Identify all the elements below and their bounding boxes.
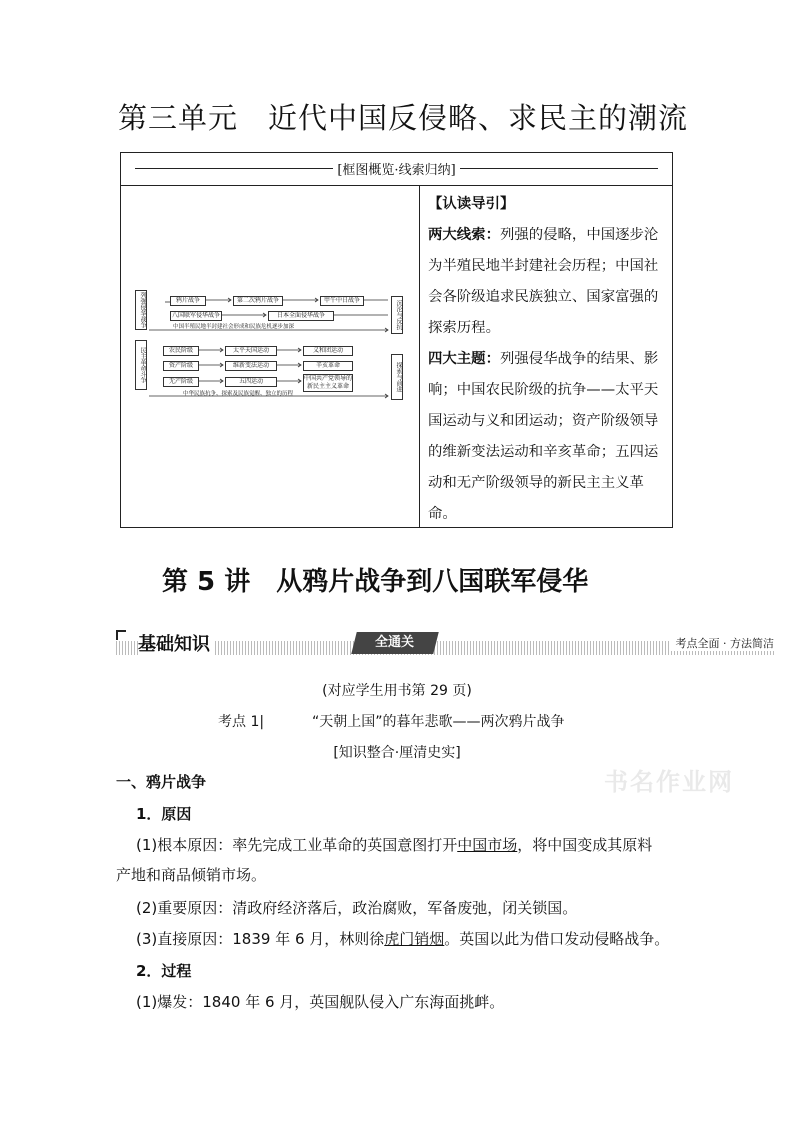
box-may-fourth: 五四运动 bbox=[225, 377, 277, 387]
section-label: 基础知识 bbox=[138, 630, 214, 656]
knowledge-head: [知识整合·厘清史实] bbox=[333, 745, 461, 761]
root-cause-underlined: 中国市场 bbox=[457, 836, 518, 854]
section-tag-text: 全通关 bbox=[375, 635, 415, 650]
frame-header bbox=[121, 153, 672, 186]
heading-process: 2．过程 bbox=[136, 962, 192, 980]
kaodian-label: 考点 1| bbox=[218, 714, 265, 730]
guide-two-lines bbox=[428, 220, 668, 344]
box-eight-nation-alliance: 八国联军侵华战争 bbox=[171, 312, 220, 319]
label-democratic-revolution: 民主革命斗争 bbox=[135, 340, 147, 390]
ref-line: (对应学生用书第 29 页) bbox=[322, 683, 472, 699]
reading-guide bbox=[428, 189, 668, 530]
two-lines-text: 列强的侵略，中国逐步沦为半殖民地半封建社会历程；中国社会各阶级追求民族独立、国家富强的探索历程。 bbox=[428, 227, 659, 336]
label-decline-resistance: 沉沦与反抗 bbox=[391, 296, 403, 334]
box-new-democratic: 中国共产党领导的新民主主义革命 bbox=[304, 375, 353, 390]
section-band bbox=[116, 629, 774, 657]
direct-cause-text-end: 。英国以此为借口发动侵略战争。 bbox=[444, 930, 670, 948]
para-root-cause-cont: 产地和商品倾销市场。 bbox=[116, 866, 267, 884]
section-tag bbox=[351, 632, 438, 654]
direct-cause-underlined: 虎门销烟 bbox=[384, 930, 445, 948]
para-root-cause bbox=[136, 834, 706, 856]
para-direct-cause bbox=[136, 928, 706, 950]
lecture-title: 第 5 讲 从鸦片战争到八国联军侵华 bbox=[162, 567, 589, 597]
corner-mark-icon bbox=[116, 630, 126, 640]
para-important-cause: (2)重要原因：清政府经济落后，政治腐败，军备废弛，闭关锁国。 bbox=[136, 899, 578, 917]
guide-heading: 【认读导引】 bbox=[428, 196, 515, 212]
heading-opium-war: 一、鸦片战争 bbox=[116, 773, 207, 791]
para-outbreak: (1)爆发：1840 年 6 月，英国舰队侵入广东海面挑衅。 bbox=[136, 993, 505, 1011]
box-peasant-class: 农民阶级 bbox=[163, 346, 199, 356]
heading-causes: 1．原因 bbox=[136, 805, 192, 823]
box-second-opium-war: 第二次鸦片战争 bbox=[233, 296, 283, 306]
label-invasion-wars: 列强侵华战争 bbox=[135, 290, 147, 330]
box-xinhai: 辛亥革命 bbox=[303, 361, 353, 371]
kaodian-title: “天朝上国”的暮年悲歌——两次鸦片战争 bbox=[312, 714, 565, 730]
unit-title: 第三单元 近代中国反侵略、求民主的潮流 bbox=[118, 101, 689, 135]
root-cause-text: (1)根本原因：率先完成工业革命的英国意图打开 bbox=[136, 836, 458, 854]
frame-header-text: [框图概览·线索归纳] bbox=[333, 163, 459, 178]
four-themes-label: 四大主题： bbox=[428, 351, 500, 367]
box-proletarian-class: 无产阶级 bbox=[163, 377, 199, 387]
box-taiping: 太平天国运动 bbox=[225, 346, 277, 356]
box-sino-japanese-war: 甲午中日战争 bbox=[320, 296, 364, 306]
box-reform: 维新变法运动 bbox=[225, 361, 277, 371]
root-cause-text-end: ，将中国变成其原料 bbox=[517, 836, 653, 854]
column-divider bbox=[419, 185, 420, 527]
label-explore-advance: 探索与前进 bbox=[391, 354, 403, 400]
direct-cause-text: (3)直接原因：1839 年 6 月，林则徐 bbox=[136, 930, 385, 948]
caption-semicolonial: 中国半殖民地半封建社会形成和民族危机逐步加深 bbox=[173, 324, 295, 330]
four-themes-text: 列强侵华战争的结果、影响；中国农民阶级的抗争——太平天国运动与义和团运动；资产阶级领导的维新变法运动和辛亥革命；五四运动和无产阶级领导的新民主主义革命。 bbox=[428, 351, 659, 522]
overview-frame bbox=[120, 152, 673, 528]
box-japanese-invasion: 日本全面侵华战争 bbox=[268, 311, 334, 321]
box-bourgeois-class: 资产阶级 bbox=[163, 361, 199, 371]
box-opium-war: 鸦片战争 bbox=[170, 296, 206, 306]
watermark: 书名作业网 bbox=[604, 767, 734, 796]
section-right-note: 考点全面 · 方法简洁 bbox=[670, 635, 775, 651]
timeline-diagram bbox=[133, 288, 415, 408]
two-lines-label: 两大线索： bbox=[428, 227, 500, 243]
caption-national-struggle: 中华民族抗争、探索及民族觉醒、独立的历程 bbox=[183, 391, 294, 397]
box-boxer: 义和团运动 bbox=[303, 346, 353, 356]
guide-four-themes bbox=[428, 344, 668, 530]
